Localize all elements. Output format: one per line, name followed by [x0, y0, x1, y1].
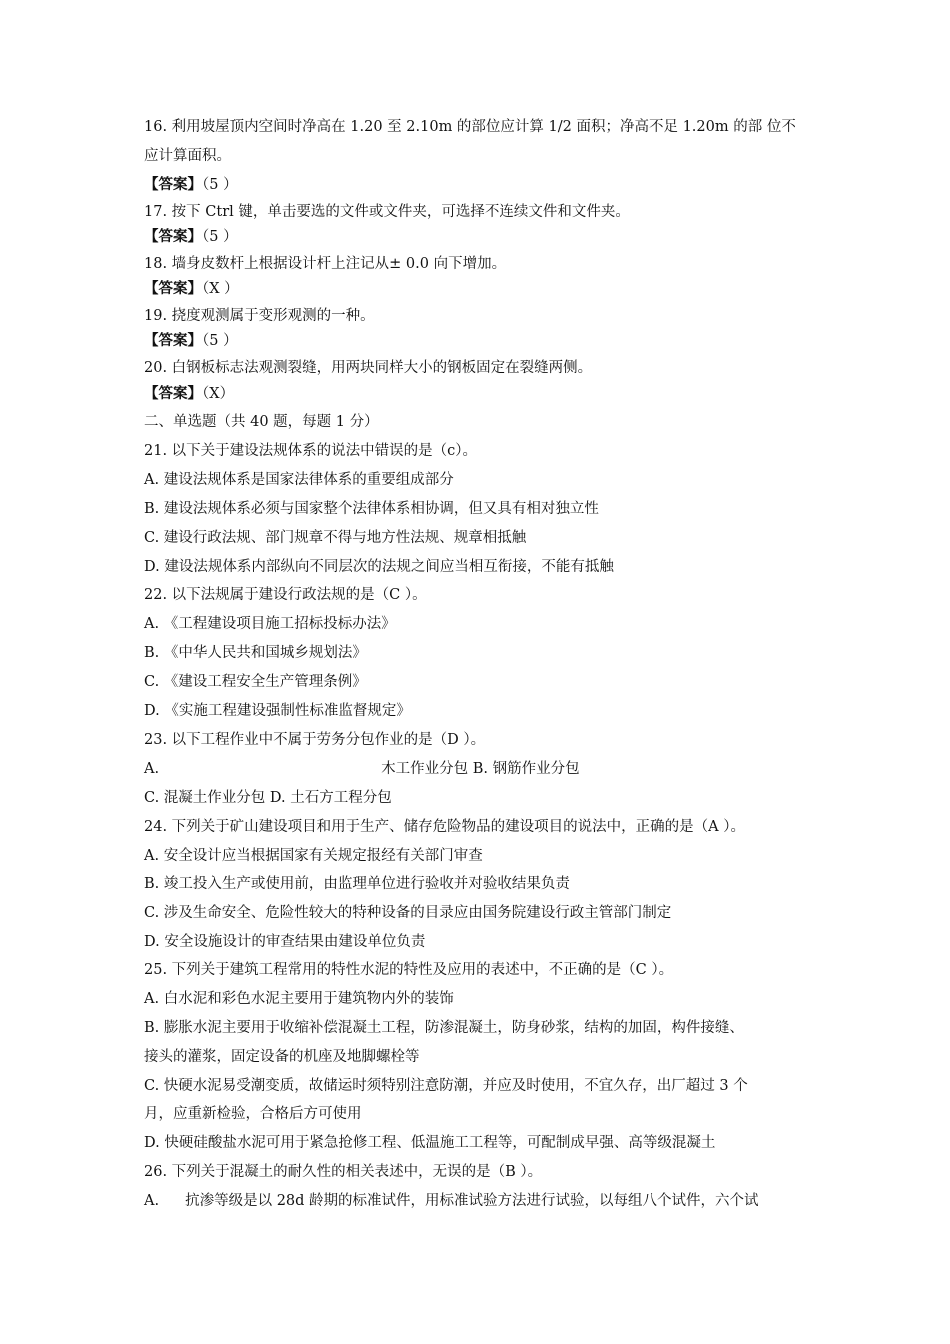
question-19: 19. 挠度观测属于变形观测的一种。 — [144, 308, 375, 324]
option-25-b: B. 膨胀水泥主要用于收缩补偿混凝土工程，防渗混凝土，防身砂浆，结构的加固，构件接缝、 — [144, 1020, 744, 1036]
question-16: 16. 利用坡屋顶内空间时净高在 1.20 至 2.10m 的部位应计算 1/2 面积；净高不足 1.20m 的部 位不 — [144, 119, 796, 135]
option-24-d: D. 安全设施设计的审查结果由建设单位负责 — [144, 934, 426, 950]
question-18: 18. 墙身皮数杆上根据设计杆上注记从± 0.0 向下增加。 — [144, 256, 507, 272]
answer-value: （X） — [202, 386, 235, 402]
answer-value: （5 ） — [202, 229, 238, 245]
answer-label: 【答案】 — [144, 332, 202, 349]
option-21-d: D. 建设法规体系内部纵向不同层次的法规之间应当相互衔接，不能有抵触 — [144, 559, 614, 575]
answer-16 — [144, 175, 238, 195]
answer-label: 【答案】 — [144, 228, 202, 245]
option-prefix: A. — [144, 1193, 160, 1209]
options-23-line-2: C. 混凝土作业分包 D. 土石方工程分包 — [144, 790, 392, 806]
question-24: 24. 下列关于矿山建设项目和用于生产、储存危险物品的建设项目的说法中，正确的是（A ）。 — [144, 819, 745, 835]
option-24-a: A. 安全设计应当根据国家有关规定报经有关部门审查 — [144, 848, 483, 864]
answer-value: （5 ） — [202, 177, 238, 193]
section-title: 二、单选题（共 40 题，每题 1 分） — [144, 414, 379, 430]
answer-20 — [144, 384, 234, 404]
answer-label: 【答案】 — [144, 176, 202, 193]
option-21-a: A. 建设法规体系是国家法律体系的重要组成部分 — [144, 472, 454, 488]
answer-label: 【答案】 — [144, 280, 202, 297]
answer-value: （X ） — [202, 281, 239, 297]
question-16-cont: 应计算面积。 — [144, 148, 231, 164]
question-21: 21. 以下关于建设法规体系的说法中错误的是（c）。 — [144, 443, 478, 459]
option-25-c: C. 快硬水泥易受潮变质，故储运时须特别注意防潮，并应及时使用，不宜久存，出厂超过 3 个 — [144, 1078, 748, 1094]
option-22-b: B. 《中华人民共和国城乡规划法》 — [144, 645, 367, 661]
option-22-c: C. 《建设工程安全生产管理条例》 — [144, 674, 367, 690]
answer-value: （5 ） — [202, 333, 238, 349]
option-21-c: C. 建设行政法规、部门规章不得与地方性法规、规章相抵触 — [144, 530, 527, 546]
option-25-a: A. 白水泥和彩色水泥主要用于建筑物内外的装饰 — [144, 991, 454, 1007]
option-25-c-cont: 月，应重新检验，合格后方可使用 — [144, 1106, 362, 1122]
answer-19 — [144, 331, 238, 351]
option-22-a: A. 《工程建设项目施工招标投标办法》 — [144, 616, 396, 632]
options-23-ab: 木工作业分包 B. 钢筋作业分包 — [381, 761, 580, 777]
answer-label: 【答案】 — [144, 385, 202, 402]
option-25-b-cont: 接头的灌浆，固定设备的机座及地脚螺栓等 — [144, 1049, 420, 1065]
answer-17 — [144, 227, 238, 247]
question-23: 23. 以下工程作业中不属于劳务分包作业的是（D ）。 — [144, 732, 486, 748]
question-17: 17. 按下 Ctrl 键，单击要选的文件或文件夹，可选择不连续文件和文件夹。 — [144, 204, 630, 220]
question-20: 20. 白钢板标志法观测裂缝，用两块同样大小的钢板固定在裂缝两侧。 — [144, 360, 593, 376]
option-21-b: B. 建设法规体系必须与国家整个法律体系相协调，但又具有相对独立性 — [144, 501, 599, 517]
answer-18 — [144, 279, 239, 299]
options-23-line-1 — [144, 759, 580, 779]
question-26: 26. 下列关于混凝土的耐久性的相关表述中，无误的是（B ）。 — [144, 1164, 543, 1180]
question-22: 22. 以下法规属于建设行政法规的是（C ）。 — [144, 587, 427, 603]
option-prefix: A. — [144, 761, 160, 777]
option-24-b: B. 竣工投入生产或使用前，由监理单位进行验收并对验收结果负责 — [144, 876, 570, 892]
question-25: 25. 下列关于建筑工程常用的特性水泥的特性及应用的表述中，不正确的是（C ）。 — [144, 962, 674, 978]
option-26-a-text: 抗渗等级是以 28d 龄期的标准试件，用标准试验方法进行试验，以每组八个试件，六个试 — [185, 1193, 759, 1209]
option-25-d: D. 快硬硅酸盐水泥可用于紧急抢修工程、低温施工工程等，可配制成早强、高等级混凝土 — [144, 1135, 716, 1151]
option-22-d: D. 《实施工程建设强制性标准监督规定》 — [144, 703, 411, 719]
option-24-c: C. 涉及生命安全、危险性较大的特种设备的目录应由国务院建设行政主管部门制定 — [144, 905, 672, 921]
option-26-a — [144, 1191, 759, 1211]
